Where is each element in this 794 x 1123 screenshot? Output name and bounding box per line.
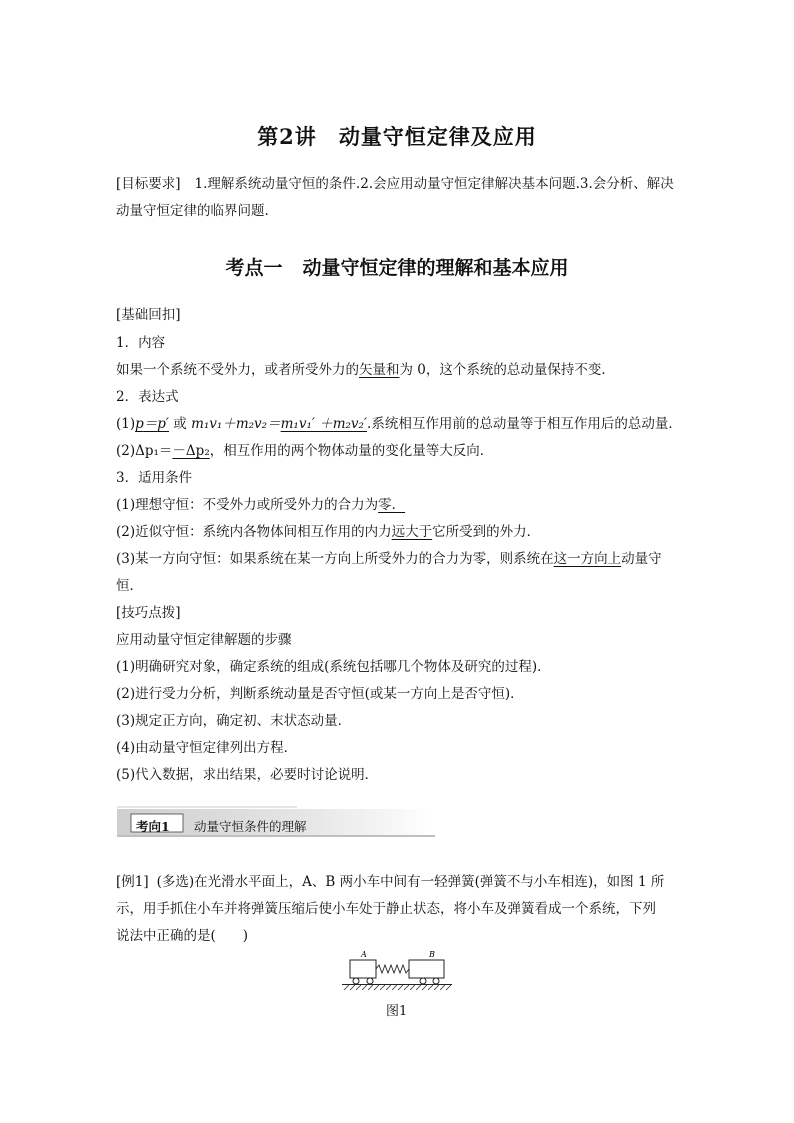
expr1-underlined xyxy=(135,416,169,432)
expression-2 xyxy=(116,439,493,459)
expr1-p: p xyxy=(135,416,144,432)
item1-text xyxy=(116,358,615,378)
spring-carts-figure xyxy=(340,948,456,994)
objectives-line-1 xyxy=(116,172,674,192)
section-heading xyxy=(0,253,794,280)
expr1-rhs: m₁v₁′ ＋m₂v₂′ xyxy=(280,416,368,432)
cond2-text-a: (2)近似守恒：系统内各物体间相互作用的内力 xyxy=(116,524,392,540)
step-1: (1)明确研究对象，确定系统的组成(系统包括哪几个物体及研究的过程)． xyxy=(116,659,551,675)
expression-1 xyxy=(116,412,682,432)
banner-label: 考向1 xyxy=(136,819,170,834)
expr2-underlined: －Δp₂ xyxy=(172,443,210,459)
lecture-title xyxy=(0,121,794,151)
item1-text-a: 如果一个系统不受外力，或者所受外力的 xyxy=(116,362,359,378)
cart-b-wheel-left xyxy=(420,978,426,984)
cond1-text: (1)理想守恒：不受外力或所受外力的合力为 xyxy=(116,497,379,513)
cart-b-wheel-right xyxy=(433,978,439,984)
expr2-tail: ，相互作用的两个物体动量的变化量等大反向． xyxy=(209,443,494,459)
condition-2 xyxy=(116,520,540,540)
item1-text-underlined: 矢量和 xyxy=(359,362,400,378)
item1-text-b: 为 0，这个系统的总动量保持不变． xyxy=(399,362,615,378)
objectives-text-1: 1.理解系统动量守恒的条件.2.会应用动量守恒定律解决基本问题.3.会分析、解决 xyxy=(194,176,674,192)
lecture-topic: 动量守恒定律及应用 xyxy=(338,124,537,149)
cond3-text-a: (3)某一方向守恒：如果系统在某一方向上所受外力的合力为零，则系统在 xyxy=(116,551,554,567)
section-title: 动量守恒定律的理解和基本应用 xyxy=(302,257,569,279)
objectives-tag: [目标要求] xyxy=(116,176,181,192)
cart-a xyxy=(350,960,376,978)
expr1-eq: ＝ xyxy=(143,416,158,432)
condition-1 xyxy=(116,493,405,513)
cond2-underlined: 远大于 xyxy=(391,524,433,540)
basics-tag: [基础回扣] xyxy=(116,307,181,323)
section-number: 考点一 xyxy=(225,257,283,279)
expr2-prefix: (2)Δp₁＝ xyxy=(116,443,173,459)
banner-text: 动量守恒条件的理解 xyxy=(194,819,307,834)
expr1-prefix: (1) xyxy=(116,416,136,432)
cond2-text-b: 它所受到的外力． xyxy=(432,524,541,540)
spring xyxy=(376,965,409,973)
item3-title: 3．适用条件 xyxy=(116,470,193,486)
expr1-pprime: p′ xyxy=(157,416,169,432)
expr1-tail: .系统相互作用前的总动量等于相互作用后的总动量． xyxy=(367,416,682,432)
example-line-3: 说法中正确的是( ) xyxy=(116,928,249,944)
example-tag: [例1] xyxy=(116,874,149,890)
expr1-or: 或 xyxy=(169,416,192,432)
example-text-1: (多选)在光滑水平面上，A、B 两小车中间有一轻弹簧(弹簧不与小车相连)，如图 1 所 xyxy=(156,874,665,890)
cart-a-wheel-right xyxy=(367,978,373,984)
skills-tag: [技巧点拨] xyxy=(116,605,181,621)
ground-hatching xyxy=(344,985,451,990)
cond3-underlined: 这一方向上 xyxy=(553,551,622,567)
label-b: B xyxy=(429,950,435,959)
lecture-number: 第2讲 xyxy=(257,124,317,149)
cart-b xyxy=(409,960,444,978)
item1-title: 1．内容 xyxy=(116,335,166,351)
label-a: A xyxy=(361,950,367,959)
step-5: (5)代入数据，求出结果，必要时讨论说明． xyxy=(116,767,379,783)
objectives-line-2: 动量守恒定律的临界问题. xyxy=(116,203,269,219)
step-4: (4)由动量守恒定律列出方程． xyxy=(116,740,298,756)
example-line-2: 示，用手抓住小车并将弹簧压缩后使小车处于静止状态，将小车及弹簧看成一个系统，下列 xyxy=(116,901,656,917)
step-2: (2)进行受力分析，判断系统动量是否守恒(或某一方向上是否守恒)． xyxy=(116,686,524,702)
item2-title: 2．表达式 xyxy=(116,389,179,405)
cond1-underlined: 零． xyxy=(378,497,406,513)
skills-heading: 应用动量守恒定律解题的步骤 xyxy=(116,632,292,648)
expr1-lhs: m₁v₁＋m₂v₂＝ xyxy=(191,416,281,432)
condition-3 xyxy=(116,547,662,567)
figure-caption: 图1 xyxy=(386,1004,408,1019)
cond3-text-b: 动量守 xyxy=(621,551,662,567)
step-3: (3)规定正方向，确定初、末状态动量． xyxy=(116,713,352,729)
cart-a-wheel-left xyxy=(353,978,359,984)
example-line-1 xyxy=(116,870,664,890)
condition-3-cont: 恒． xyxy=(116,578,143,594)
